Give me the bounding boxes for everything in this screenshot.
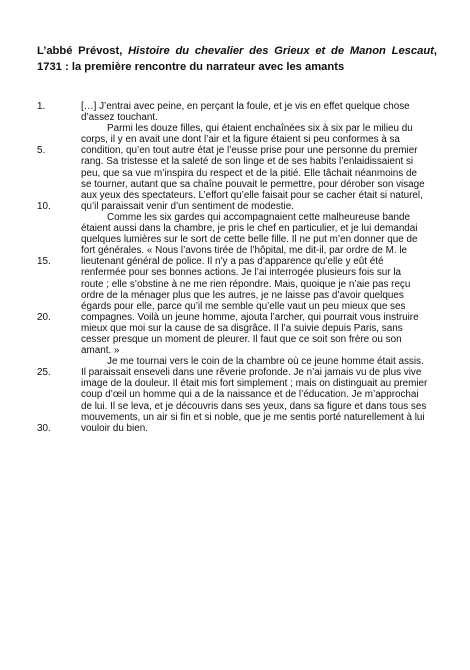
line-text: de lui. Il se leva, et je découvris dans ses yeux, dans sa figure et dans tous ses [81,400,427,412]
line-number: 25. [37,367,51,379]
line-number [37,323,81,334]
line-text: mieux que moi sur la cause de sa disgrâce. Il l’a suivie depuis Paris, sans [81,322,403,334]
line-text: Je me tournai vers le coin de la chambre où ce jeune homme était assis. [107,356,424,368]
line-text: ordre de la ménager plus que les autres, je ne laisse pas d’avoir quelques [81,289,404,301]
line-number [37,412,81,423]
line-text: fort générales. « Nous l’avons tirée de l’hôpital, me dit-il, par ordre de M. le [81,245,408,257]
line-number [37,156,81,167]
text-line [37,179,451,190]
line-number [37,112,81,123]
text-line [37,267,451,278]
line-text: […] J’entrai avec peine, en perçant la foule, et je vis en effet quelque chose [81,101,410,112]
line-text: route ; elle s’obstine à ne me rien répondre. Mais, quoique je n’aie pas reçu [81,278,411,290]
text-line [37,101,451,112]
text-line [37,356,451,367]
excerpt-text [37,101,451,434]
line-number [37,401,81,412]
line-text: coup d’œil un homme qui a de la naissance et de l’éducation. Je m’approchai [81,389,419,401]
line-number [37,123,81,134]
text-line [37,201,451,212]
text-line [37,245,451,256]
text-line [37,401,451,412]
text-line [37,145,451,156]
title-work: Histoire du chevalier des Grieux et de Manon Lescaut [128,45,434,57]
line-number [37,334,81,345]
text-line [37,378,451,389]
text-line [37,256,451,267]
text-line [37,190,451,201]
line-text: d’assez touchant. [81,112,158,124]
line-text: se tourner, autant que sa chaîne pouvait le permettre, pour dérober son visage [81,178,425,190]
text-line [37,234,451,245]
line-number [37,245,81,256]
line-text: quelques lumières sur le sort de cette belle fille. Il ne put m’en donner que de [81,234,418,246]
text-line [37,212,451,223]
text-line [37,423,451,434]
line-number [37,179,81,190]
line-text: Parmi les douze filles, qui étaient enchaînées six à six par le milieu du [107,123,413,135]
line-number: 10. [37,200,51,212]
title-rest: , 1731 : la première rencontre du narrateur avec les amants [37,45,437,73]
line-number: 15. [37,256,51,268]
line-text: mouvements, un air si fin et si noble, que je me sentis porté naturellement à lui [81,411,425,423]
line-number [37,223,81,234]
text-line [37,279,451,290]
text-line [37,168,451,179]
document-title [37,44,437,75]
text-line [37,334,451,345]
text-line [37,323,451,334]
text-line [37,301,451,312]
line-number [37,168,81,179]
line-number [37,345,81,356]
line-text: peu, que sa vue m’inspira du respect et de la pitié. Elle tâchait néanmoins de [81,167,417,179]
line-text: étaient aussi dans la chambre, je pris le chef en particulier, et je lui demandai [81,223,418,235]
text-line [37,412,451,423]
line-text: rang. Sa tristesse et la saleté de son linge et de ses habits l’enlaidissaient si [81,156,414,168]
line-text: aux yeux des spectateurs. L’effort qu’elle faisait pour se cacher était si naturel, [81,189,423,201]
title-author: L’abbé Prévost, [37,45,123,57]
text-line [37,134,451,145]
line-number [37,212,81,223]
text-line [37,156,451,167]
line-text: renfermée pour ses bonnes actions. Je l’ai interrogée plusieurs fois sur la [81,267,402,279]
line-text: Il paraissait enseveli dans une rêverie profonde. Je n’ai jamais vu de plus vive [81,367,422,379]
text-line [37,345,451,356]
line-text: qu’il paraissait venir d’un sentiment de modestie. [81,200,294,212]
line-number [37,378,81,389]
line-number [37,389,81,400]
line-number: 30. [37,422,51,434]
line-text: cesser presque un moment de pleurer. Il faut que ce soit son frère ou son [81,333,402,345]
text-line [37,223,451,234]
text-line [37,367,451,378]
line-text: corps, il y en avait une dont l’air et la figure étaient si peu conformes à sa [81,134,400,146]
text-line [37,112,451,123]
line-number [37,301,81,312]
line-number: 1. [37,101,46,112]
text-line [37,290,451,301]
line-number [37,134,81,145]
line-number: 5. [37,145,46,157]
line-text: lieutenant général de police. Il n’y a pas d’apparence qu’elle y eût été [81,256,384,268]
line-text: image de la douleur. Il était mis fort simplement ; mais on distinguait au premier [81,378,428,390]
line-text: condition, qu’en tout autre état je l’eusse prise pour une personne du premier [81,145,418,157]
line-text: égards pour elle, parce qu’il me semble qu’elle vaut un peu mieux que ses [81,300,406,312]
line-number [37,190,81,201]
line-number: 20. [37,311,51,323]
line-number [37,290,81,301]
line-number [37,356,81,367]
line-text: compagnes. Voilà un jeune homme, ajouta l’archer, qui pourrait vous instruire [81,311,419,323]
line-number [37,234,81,245]
text-line [37,123,451,134]
text-line [37,312,451,323]
line-number [37,267,81,278]
line-number [37,279,81,290]
line-text: Comme les six gardes qui accompagnaient cette malheureuse bande [107,211,411,223]
line-text: amant. » [81,345,120,357]
line-text: vouloir du bien. [81,422,148,434]
text-line [37,389,451,400]
